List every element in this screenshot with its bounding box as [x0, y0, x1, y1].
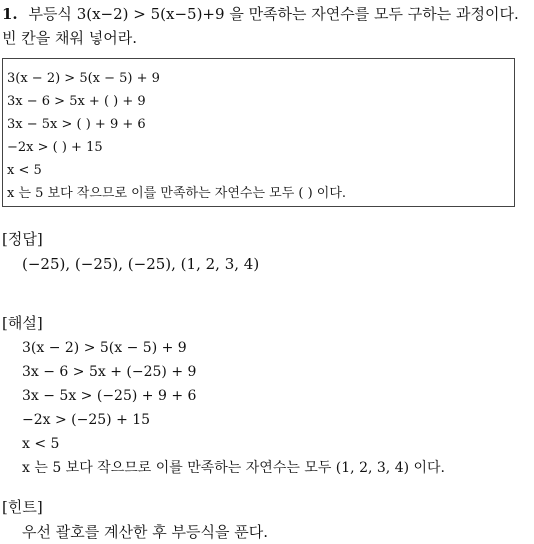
- explanation-line: x < 5: [22, 436, 60, 452]
- explanation-line: 3x − 5x > (−25) + 9 + 6: [22, 388, 197, 404]
- explanation-line: −2x > (−25) + 15: [22, 412, 151, 428]
- problem-text-line-1: 부등식 3(x−2) > 5(x−5)+9 을 만족하는 자연수를 모두 구하는 과정이다.: [28, 5, 519, 23]
- explanation-line: 3(x − 2) > 5(x − 5) + 9: [22, 340, 187, 356]
- box-line: x 는 5 보다 작으므로 이를 만족하는 자연수는 모두 ( ) 이다.: [7, 186, 347, 201]
- answer-label: [정답]: [2, 230, 43, 248]
- explanation-line: x 는 5 보다 작으므로 이를 만족하는 자연수는 모두 (1, 2, 3, 4) 이다.: [22, 460, 446, 476]
- box-line: x < 5: [7, 163, 42, 178]
- explanation-section: [2, 312, 532, 480]
- explanation-label: [해설]: [2, 314, 43, 332]
- fill-in-box: [2, 58, 515, 207]
- hint-content: 우선 괄호를 계산한 후 부등식을 푼다.: [22, 523, 268, 541]
- problem-text-line-2: 빈 칸을 채워 넣어라.: [2, 29, 137, 47]
- box-line: 3(x − 2) > 5(x − 5) + 9: [7, 71, 160, 86]
- box-line: 3x − 5x > ( ) + 9 + 6: [7, 117, 146, 132]
- box-line: 3x − 6 > 5x + ( ) + 9: [7, 94, 146, 109]
- problem-statement: [2, 2, 532, 50]
- box-line: −2x > ( ) + 15: [7, 140, 103, 155]
- hint-section: [2, 496, 532, 544]
- explanation-lines: [2, 336, 532, 480]
- problem-line-1: [2, 2, 532, 26]
- problem-number: 1.: [2, 5, 18, 23]
- answer-section: [2, 228, 532, 276]
- hint-label: [힌트]: [2, 498, 43, 516]
- answer-content: (−25), (−25), (−25), (1, 2, 3, 4): [22, 255, 260, 273]
- explanation-line: 3x − 6 > 5x + (−25) + 9: [22, 364, 197, 380]
